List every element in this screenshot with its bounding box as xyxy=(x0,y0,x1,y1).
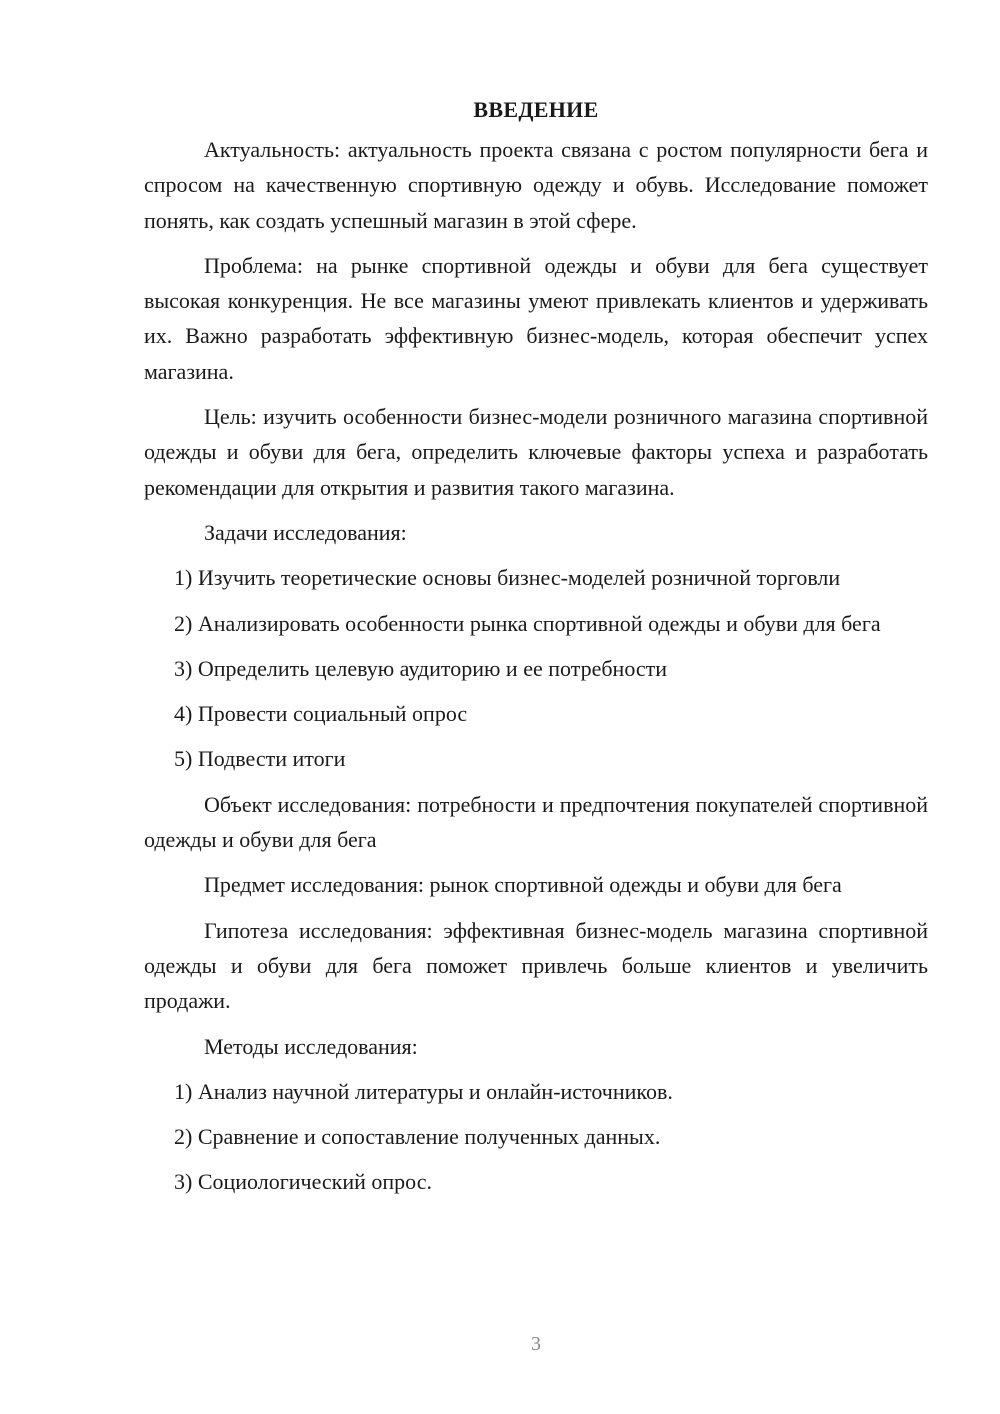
page-number: 3 xyxy=(531,1333,541,1355)
task-item: 2) Анализировать особенности рынка спортивной одежды и обуви для бега xyxy=(174,610,881,636)
task-item: 4) Провести социальный опрос xyxy=(174,701,468,727)
method-item: 3) Социологический опрос. xyxy=(174,1169,432,1195)
task-item: 5) Подвести итоги xyxy=(174,746,346,772)
subject-paragraph: Предмет исследования: рынок спортивной одежды и обуви для бега xyxy=(204,872,842,898)
problem-paragraph: Проблема: на рынке спортивной одежды и обуви для бега существует высокая конкуренция. Не все магазины умеют привлекать клиентов и удерживать их. Важно разработать эффективную бизнес-модель, которая обеспечит успех магазина. xyxy=(144,252,928,384)
tasks-heading: Задачи исследования: xyxy=(204,519,407,545)
methods-heading: Методы исследования: xyxy=(204,1033,418,1059)
method-item: 2) Сравнение и сопоставление полученных данных. xyxy=(174,1124,661,1150)
hypothesis-paragraph: Гипотеза исследования: эффективная бизнес-модель магазина спортивной одежды и обуви для бега поможет привлечь больше клиентов и увеличить продажи. xyxy=(144,917,928,1014)
task-item: 3) Определить целевую аудиторию и ее потребности xyxy=(174,655,668,681)
section-title: ВВЕДЕНИЕ xyxy=(473,97,599,122)
method-item: 1) Анализ научной литературы и онлайн-источников. xyxy=(174,1078,673,1104)
relevance-paragraph: Актуальность: актуальность проекта связана с ростом популярности бега и спросом на качественную спортивную одежду и обувь. Исследование поможет понять, как создать успешный магазин в этой сфере. xyxy=(144,137,928,233)
object-paragraph: Объект исследования: потребности и предпочтения покупателей спортивной одежды и обуви для бега xyxy=(144,791,928,853)
task-item: 1) Изучить теоретические основы бизнес-моделей розничной торговли xyxy=(174,565,841,591)
document-page xyxy=(144,92,928,1210)
goal-paragraph: Цель: изучить особенности бизнес-модели розничного магазина спортивной одежды и обуви для бега, определить ключевые факторы успеха и разработать рекомендации для открытия и развития такого магазина. xyxy=(144,404,928,500)
